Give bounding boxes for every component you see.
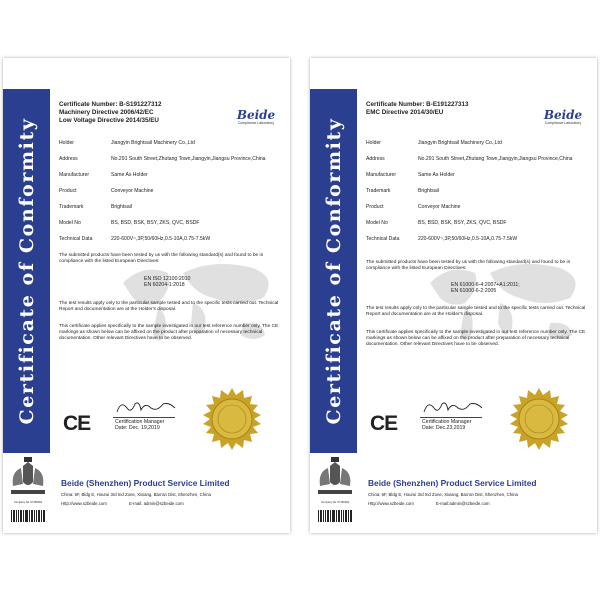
field-row — [59, 172, 281, 188]
field-value: No.291 South Street,Zhutang Town,Jiangyin,Jiangsu Province,China — [111, 156, 266, 162]
field-label: Holder — [366, 140, 382, 146]
certificate-fields — [59, 140, 281, 252]
barcode — [318, 510, 352, 522]
certificate-header — [366, 101, 526, 117]
standard-item: EN 61000-6-2:2005 — [451, 288, 497, 295]
logo-name: Beide — [543, 108, 583, 122]
field-row — [59, 220, 281, 236]
field-row — [366, 220, 588, 236]
field-label: Product — [59, 188, 77, 194]
banner-title: Certificate of Conformity — [323, 117, 345, 425]
certificate-header — [59, 101, 219, 126]
field-row — [366, 236, 588, 252]
field-value: BS, BSD, BSK, BSY, ZKS, QVC, BSDF — [418, 220, 507, 226]
field-value: Same As Holder — [418, 172, 455, 178]
field-row — [59, 188, 281, 204]
field-value: Brightsail — [418, 188, 439, 194]
banner — [310, 89, 357, 453]
field-value: Conveyor Machine — [418, 204, 461, 210]
signatory-block — [422, 419, 471, 431]
royal-crest-icon — [7, 456, 49, 500]
signature — [420, 398, 490, 416]
signature — [113, 398, 183, 416]
issue-date: Date: Dec.23,2019 — [422, 425, 466, 432]
certificate-right — [310, 58, 597, 533]
directive-line: Machinery Directive 2006/42/EC — [59, 109, 154, 117]
field-label: Trademark — [366, 188, 391, 194]
ce-mark: CE — [63, 412, 91, 435]
company-address: China: 6F, Bldg E, Hourui 3rd Ind Zone, Xixiang, Bao'an Dist, Shenzhen, China — [61, 492, 211, 497]
field-label: Model No — [366, 220, 388, 226]
field-row — [59, 204, 281, 220]
gold-seal — [201, 388, 263, 450]
company-email: E-mail: admin@szbeide.com — [129, 501, 184, 506]
barcode — [11, 510, 45, 522]
issue-date: Date: Dec. 19,2019 — [115, 425, 160, 432]
field-label: Technical Data — [366, 236, 400, 242]
field-value: No.291 South Street,Zhutang Town,Jiangyin,Jiangsu Province,China — [418, 156, 573, 162]
banner — [3, 89, 50, 453]
ce-mark: CE — [370, 412, 398, 435]
field-label: Address — [59, 156, 78, 162]
standards-list — [144, 276, 190, 289]
directive-line: EMC Directive 2014/30/EU — [366, 109, 444, 117]
directive-line: Low Voltage Directive 2014/35/EU — [59, 117, 159, 125]
tested-statement: The submitted products have been tested by us with the following standard(s) and found to be in compliance with the listed European Directives: — [366, 260, 571, 271]
standard-item: EN 61000-6-4:2007+A1:2011; — [451, 282, 520, 288]
company-website: Http://www.szbeide.com — [61, 501, 107, 506]
company-name: Beide (Shenzhen) Product Service Limited — [61, 478, 230, 488]
signatory-title: Certification Manager — [422, 419, 472, 425]
standard-item: EN ISO 12100:2010 — [144, 276, 191, 282]
field-value: Jiangyin Brightsail Machinery Co.,Ltd — [111, 140, 195, 146]
field-label: Model No — [59, 220, 81, 226]
company-number: Company No.:07181094 — [320, 501, 350, 504]
field-value: 220-600V~,3P,50/60Hz,0.5-10A,0.75-7.5kW — [111, 236, 211, 242]
field-row — [366, 156, 588, 172]
field-label: Address — [366, 156, 385, 162]
field-value: BS, BSD, BSK, BSY, ZKS, QVC, BSDF — [111, 220, 200, 226]
field-row — [59, 236, 281, 252]
logo-subtitle: Compliance Laboratory — [237, 121, 275, 125]
field-row — [366, 172, 588, 188]
gold-seal — [508, 388, 570, 450]
logo-name: Beide — [236, 108, 276, 122]
field-row — [366, 188, 588, 204]
field-label: Trademark — [59, 204, 84, 210]
company-email: E-mail:admin@szbeide.com — [436, 501, 490, 506]
banner-title: Certificate of Conformity — [16, 117, 38, 425]
field-label: Holder — [59, 140, 75, 146]
royal-crest-icon — [314, 456, 356, 500]
field-label: Manufacturer — [59, 172, 90, 178]
field-label: Product — [366, 204, 384, 210]
field-value: Jiangyin Brightsail Machinery Co.,Ltd — [418, 140, 502, 146]
standards-list — [451, 282, 520, 295]
results-statement: The test results apply only to the particular sample tested and to the specific tests carried out. Technical Report and documentation are at the Holder's disposal. — [366, 306, 586, 317]
field-value: 220-600V~,3P,50/60Hz,0.5-10A,0.75-7.5kW — [418, 236, 518, 242]
field-row — [59, 140, 281, 156]
field-row — [366, 140, 588, 156]
company-name: Beide (Shenzhen) Product Service Limited — [368, 478, 537, 488]
beide-logo — [229, 108, 283, 125]
company-website: Http://www.szbeide.com — [368, 501, 414, 506]
logo-subtitle: Compliance Laboratory — [544, 121, 582, 125]
standard-item: EN 60204-1:2018 — [144, 282, 185, 289]
company-address: China: 6F, Bldg E, Hourui 3rd Ind Zone, Xixiang, Bao'an Dist, Shenzhen, China — [368, 492, 518, 497]
signatory-title: Certification Manager — [115, 419, 165, 425]
certificate-fields — [366, 140, 588, 252]
field-value: Same As Holder — [111, 172, 148, 178]
certificate-left — [3, 58, 290, 533]
field-value: Brightsail — [111, 204, 132, 210]
field-value: Conveyor Machine — [111, 188, 154, 194]
field-row — [59, 156, 281, 172]
ce-statement: This certificate applies specifically to the sample investigated in our test reference number only. The CE markings as shown below can be affixed on the product after preparation of necessary technical documentation. Other relevant Directives have to be observed. — [366, 330, 586, 347]
certificate-number: Certificate Number: B-E191227313 — [366, 101, 469, 108]
field-label: Technical Data — [59, 236, 93, 242]
field-label: Manufacturer — [366, 172, 397, 178]
signatory-block — [115, 419, 164, 431]
beide-logo — [536, 108, 590, 125]
signature-line — [420, 417, 482, 418]
results-statement: The test results apply only to the particular sample tested and to the specific tests carried out. Technical Report and documentation are at the Holder's disposal. — [59, 301, 279, 312]
certificate-number: Certificate Number: B-S191227312 — [59, 101, 162, 108]
signature-line — [113, 417, 175, 418]
tested-statement: The submitted products have been tested by us with the following standard(s) and found to be in compliance with the listed European Directives: — [59, 253, 264, 264]
ce-statement: This certificate applies specifically to the sample investigated in our test reference number only. The CE markings as shown below can be affixed on the product after preparation of necessary technical documentation. Other relevant Directives have to be observed. — [59, 324, 279, 341]
field-row — [366, 204, 588, 220]
company-number: Company No.:07181094 — [13, 501, 43, 504]
